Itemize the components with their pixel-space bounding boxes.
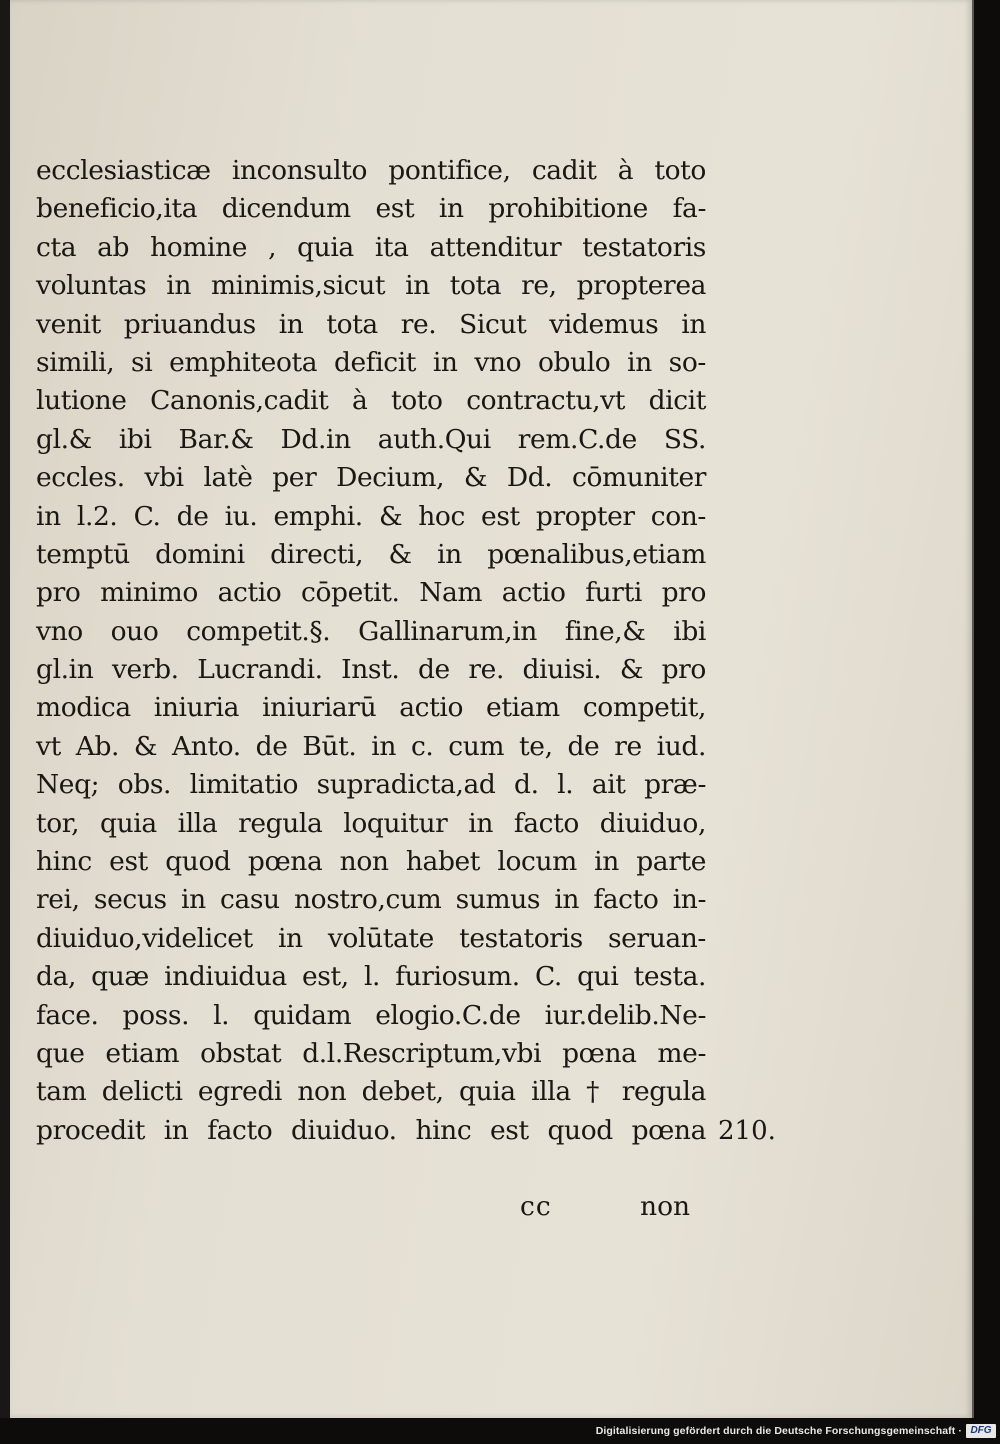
- signature-mark: cc: [520, 1191, 552, 1222]
- text-line: cta ab homine , quia ita attenditur testatoris: [36, 231, 706, 263]
- text-line: tor, quia illa regula loquitur in facto diuiduo,: [36, 807, 706, 839]
- text-line: venit priuandus in tota re. Sicut videmus in: [36, 308, 706, 340]
- text-line: temptū domini directi, & in pœnalibus,etiam: [36, 538, 706, 570]
- dfg-logo-icon: DFG: [966, 1424, 996, 1438]
- text-line: tam delicti egredi non debet, quia illa † regula: [36, 1076, 706, 1108]
- text-line: ecclesiasticæ inconsulto pontifice, cadit à toto: [36, 155, 706, 186]
- text-line: vt Ab. & Anto. de Būt. in c. cum te, de re iud.: [36, 730, 706, 762]
- text-line: gl.in verb. Lucrandi. Inst. de re. diuisi. & pro: [36, 654, 706, 686]
- page-body-text: [36, 152, 716, 1150]
- text-line: simili, si emphiteota deficit in vno obulo in so-: [36, 346, 706, 378]
- text-line: da, quæ indiuidua est, l. furiosum. C. qui testa.: [36, 961, 706, 993]
- text-line: hinc est quod pœna non habet locum in parte: [36, 846, 706, 878]
- text-line: eccles. vbi latè per Decium, & Dd. cōmuniter: [36, 462, 706, 494]
- text-line: gl.& ibi Bar.& Dd.in auth.Qui rem.C.de SS.: [36, 423, 706, 455]
- text-line: beneficio,ita dicendum est in prohibitione fa-: [36, 193, 706, 225]
- catchword: non: [640, 1191, 691, 1222]
- page-left-edge: [0, 0, 10, 1418]
- digitization-credit: Digitalisierung gefördert durch die Deutsche Forschungsgemeinschaft ·: [595, 1425, 962, 1437]
- text-line: procedit in facto diuiduo. hinc est quod pœna: [36, 1114, 706, 1146]
- text-line: que etiam obstat d.l.Rescriptum,vbi pœna me-: [36, 1037, 706, 1069]
- text-line: face. poss. l. quidam elogio.C.de iur.delib.Ne-: [36, 999, 706, 1031]
- text-line: lutione Canonis,cadit à toto contractu,vt dicit: [36, 385, 706, 417]
- margin-number: 210.: [718, 1116, 776, 1146]
- text-line: modica iniuria iniuriarū actio etiam competit,: [36, 692, 706, 724]
- text-line: in l.2. C. de iu. emphi. & hoc est propter con-: [36, 500, 706, 532]
- text-line: Neq; obs. limitatio supradicta,ad d. l. ait præ-: [36, 769, 706, 801]
- text-line: diuiduo,videlicet in volūtate testatoris seruan-: [36, 922, 706, 954]
- text-line: pro minimo actio cōpetit. Nam actio furti pro: [36, 577, 706, 609]
- text-line: rei, secus in casu nostro,cum sumus in facto in-: [36, 884, 706, 916]
- text-line: vno ouo competit.§. Gallinarum,in fine,& ibi: [36, 615, 706, 647]
- text-line: voluntas in minimis,sicut in tota re, propterea: [36, 270, 706, 302]
